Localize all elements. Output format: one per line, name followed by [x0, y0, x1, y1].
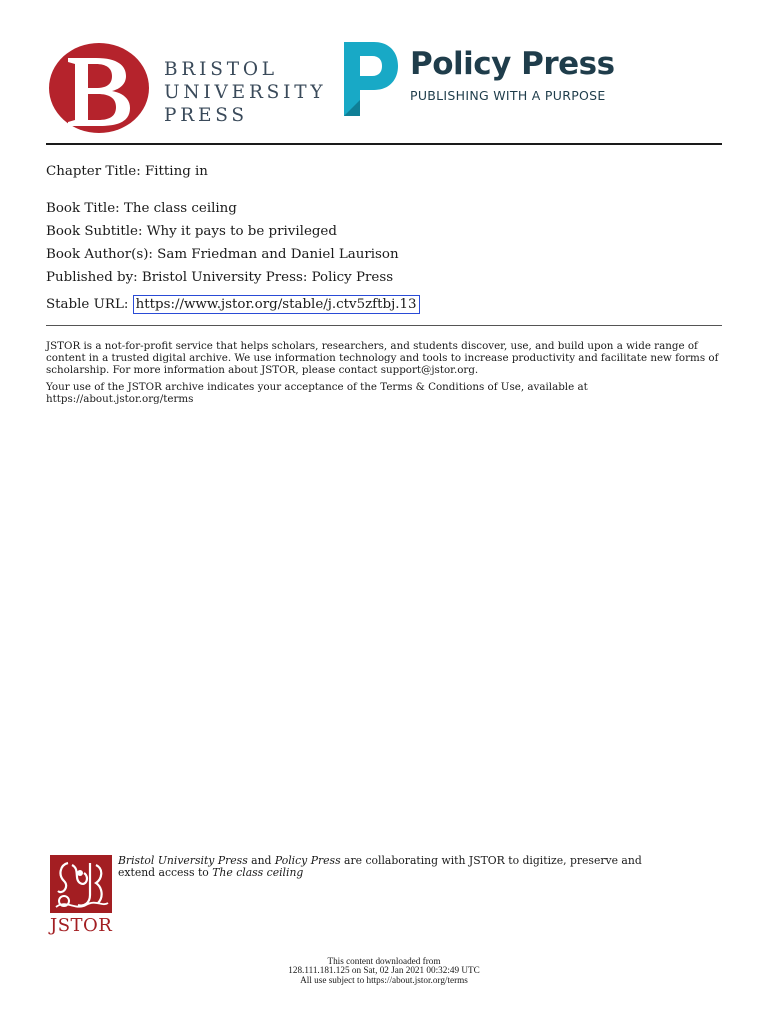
collab-book-title: The class ceiling	[212, 866, 304, 880]
bristol-b-icon	[48, 42, 150, 134]
stable-url-label: Stable URL:	[46, 297, 133, 312]
book-subtitle: Book Subtitle: Why it pays to be privileged	[46, 224, 337, 239]
bristol-university-press-logo	[48, 42, 348, 134]
terms-notice-paragraph: Your use of the JSTOR archive indicates your acceptance of the Terms & Conditions of Use, available at https://about.jstor.org/terms	[46, 381, 588, 405]
book-authors: Book Author(s): Sam Friedman and Daniel Laurison	[46, 247, 399, 262]
bristol-wordmark	[164, 58, 326, 127]
publisher-bristol: Bristol University Press	[118, 854, 248, 867]
policy-press-name: Policy Press	[410, 46, 615, 82]
header-divider	[46, 143, 722, 145]
bristol-wordmark-line1: BRISTOL	[164, 59, 278, 80]
collab-middle: are collaborating with JSTOR to digitize, preserve and extend access to	[118, 854, 642, 880]
jstor-wordmark: JSTOR	[50, 915, 113, 936]
bristol-wordmark-line3: PRESS	[164, 105, 248, 126]
publisher-policy-press: Policy Press	[274, 854, 341, 867]
book-title: Book Title: The class ceiling	[46, 201, 237, 216]
download-footer	[0, 957, 768, 985]
jstor-logo	[50, 855, 114, 935]
stable-url-row	[46, 297, 420, 312]
policy-press-p-icon	[344, 42, 398, 116]
policy-press-logo	[344, 42, 644, 116]
jstor-ornament-icon	[50, 855, 112, 913]
metadata-divider	[46, 325, 722, 326]
footer-line2: 128.111.181.125 on Sat, 02 Jan 2021 00:32:49 UTC	[288, 965, 480, 976]
stable-url-link[interactable]: https://www.jstor.org/stable/j.ctv5zftbj.13	[133, 295, 420, 314]
chapter-title: Chapter Title: Fitting in	[46, 164, 208, 179]
footer-line1: This content downloaded from	[327, 956, 441, 966]
published-by: Published by: Bristol University Press: Policy Press	[46, 270, 394, 285]
policy-press-tagline: PUBLISHING WITH A PURPOSE	[410, 88, 606, 103]
jstor-notice-paragraph: JSTOR is a not-for-profit service that helps scholars, researchers, and students discover, use, and build upon a wide range of content in a trusted digital archive. We use information technology and tools to increase productivity and facilitate new forms of scholarship. For more information about JSTOR, please contact support@jstor.org.	[46, 340, 719, 376]
collaboration-statement	[118, 855, 678, 879]
collab-and: and	[247, 854, 275, 867]
footer-line3: All use subject to https://about.jstor.org/terms	[300, 974, 468, 985]
bristol-wordmark-line2: UNIVERSITY	[164, 82, 327, 103]
